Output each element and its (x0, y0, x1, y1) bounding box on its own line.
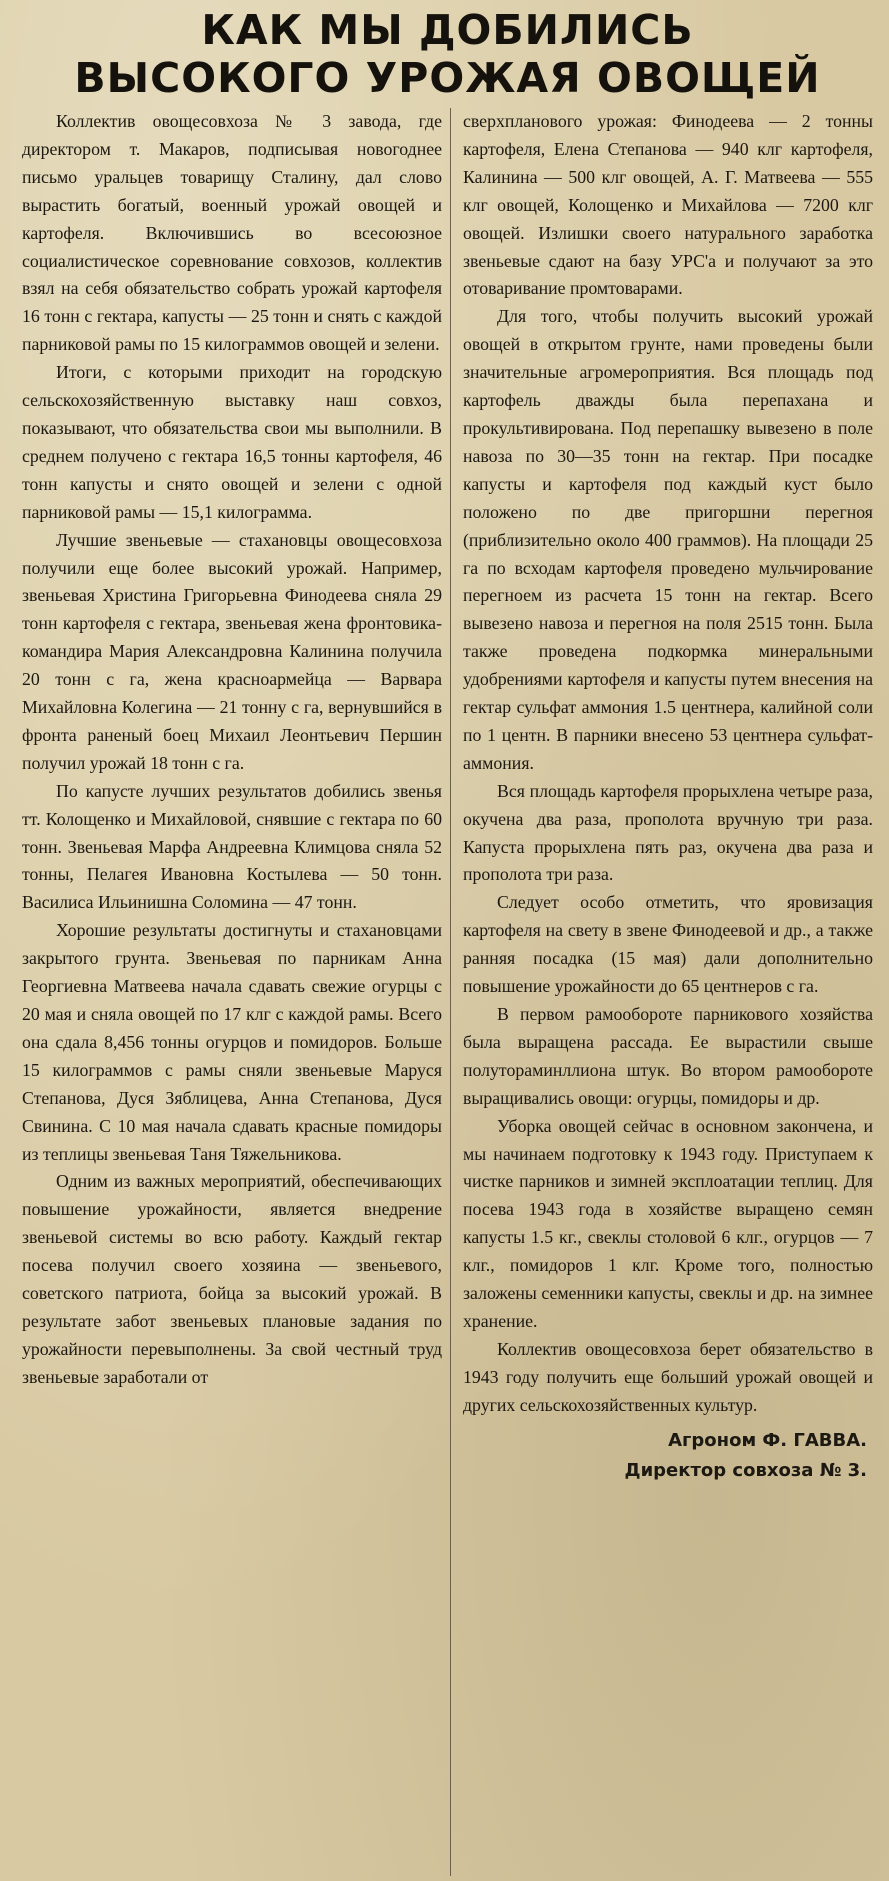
paragraph: В первом рамообороте парникового хозяйства была выращена рассада. Ее вырастили свыше полутораминллиона штук. Во втором рамообороте выращивались овощи: огурцы, помидоры и др. (463, 1004, 873, 1108)
paragraph: По капусте лучших результатов добились звенья тт. Колощенко и Михайловой, снявшие с гектара по 60 тонн. Звеньевая Марфа Андреевна Климцова сняла 52 тонны, Пелагея Ивановна Костылева — 50 тонн. Василиса Ильинишна Соломина — 47 тонн. (22, 780, 442, 913)
paragraph: Следует особо отметить, что яровизация картофеля на свету в звене Финодеевой и др., а также ранняя посадка (15 мая) дали дополнительно повышение урожайности до 65 центнеров с га. (463, 892, 873, 997)
signature-block (463, 1426, 873, 1486)
paragraph-continued: сверхпланового урожая: Финодеева — 2 тонны картофеля, Елена Степанова — 940 клг картофеля, Калинина — 500 клг овощей, А. Г. Матвеева — 555 клг овощей, Колощенко и Михайлова — 7200 клг овощей. Излишки своего натурального заработка звеньевые сдают на базу УРС'а и получают за это отоваривание промтоварами. (463, 111, 873, 299)
paragraph: Для того, чтобы получить высокий урожай овощей в открытом грунте, нами проведены были значительные агромероприятия. Вся площадь под картофель дважды была перепахана и прокультивирована. Под перепашку вывезено в поле навоза по 30—35 тонн на гектар. При посадке капусты и картофеля под каждый куст было положено по две пригоршни перегноя (приблизительно около 400 граммов). На площади 25 га по всходам картофеля проведено мульчирование перегноем из расчета 15 тонн на гектар. Всего вывезено навоза и перегноя на поля 2515 тонн. Была также проведена подкормка минеральными удобрениями картофеля и капусты путем внесения на гектар сульфат аммония 1.5 центнера, калийной соли по 1 центн. В парники внесено 53 центнера сульфат-аммония. (463, 306, 873, 773)
signature-director: Директор совхоза № 3. (624, 1459, 867, 1481)
paragraph: Лучшие звеньевые — стахановцы овощесовхоза получили еще более высокий урожай. Например, звеньевая Христина Григорьевна Финодеева сняла 29 тонн картофеля с гектара, звеньевая жена фронтовика-командира Мария Александровна Калинина получила 20 тонн с га, жена красноармейца — Варвара Михайловна Колегина — 21 тонну с га, вернувшийся в фронта раненый боец Михаил Леонтьевич Першин получил урожай 18 тонн с га. (22, 529, 442, 773)
paragraph: Коллектив овощесовхоза № 3 завода, где директором т. Макаров, подписывая новогоднее письмо уральцев товарищу Сталину, дал слово вырастить богатый, военный урожай овощей и картофеля. Включившись во всесоюзное социалистическое соревнование совхозов, коллектив взял на себя обязательство собрать урожай картофеля 16 тонн с гектара, капусты — 25 тонн и снять с каждой парниковой рамы по 15 килограммов овощей и зелени. (22, 111, 442, 355)
paragraph: Хорошие результаты достигнуты и стахановцами закрытого грунта. Звеньевая по парникам Анна Георгиевна Матвеева начала сдавать свежие огурцы с 20 мая и сняла овощей по 17 клг с каждой рамы. Всего она сдала 8,456 тонны огурцов и помидоров. Больше 15 килограммов с рамы сняли звеньевые Маруся Степанова, Дуся Зяблицева, Анна Степанова, Дуся Свинина. С 10 мая начала сдавать красные помидоры из теплицы звеньевая Таня Тяжельникова. (22, 920, 442, 1164)
headline-line-1: КАК МЫ ДОБИЛИСЬ (201, 6, 694, 54)
paragraph: Итоги, с которыми приходит на городскую сельскохозяйственную выставку наш совхоз, показывают, что обязательства свои мы выполнили. В среднем получено с гектара 16,5 тонны картофеля, 46 тонн капусты и снято овощей и зелени с одной парниковой рамы — 15,1 килограмма. (22, 362, 442, 522)
paragraph: Уборка овощей сейчас в основном закончена, и мы начинаем подготовку к 1943 году. Приступаем к чистке парников и зимней эксплоатации теплиц. Для посева 1943 года в хозяйстве выращено семян капусты 1.5 кг., свеклы столовой 6 клг., огурцов — 7 клг., помидоров 1 клг. Кроме того, полностью заложены семенники капусты, свеклы и др. на зимнее хранение. (463, 1115, 873, 1331)
paragraph: Одним из важных мероприятий, обеспечивающих повышение урожайности, является внедрение звеньевой системы во всю работу. Каждый гектар посева получил своего хозяина — звеньевого, советского патриота, бойца за высокий урожай. В результате забот звеньевых плановые задания по урожайности перевыполнены. За свой честный труд звеньевые заработали от (22, 1171, 442, 1387)
signature-agronomist: Агроном Ф. ГАВВА. (668, 1429, 867, 1451)
headline (22, 0, 873, 104)
headline-line-2: ВЫСОКОГО УРОЖАЯ ОВОЩЕЙ (74, 54, 821, 102)
right-column (450, 108, 873, 1876)
paragraph: Коллектив овощесовхоза берет обязательство в 1943 году получить еще больший урожай овощей и других сельскохозяйственных культур. (463, 1338, 873, 1415)
left-column (22, 108, 450, 1876)
article-columns (22, 108, 873, 1876)
paragraph: Вся площадь картофеля прорыхлена четыре раза, окучена два раза, прополота вручную три раза. Капуста прорыхлена пять раз, окучена два раза и прополота три раза. (463, 780, 873, 885)
